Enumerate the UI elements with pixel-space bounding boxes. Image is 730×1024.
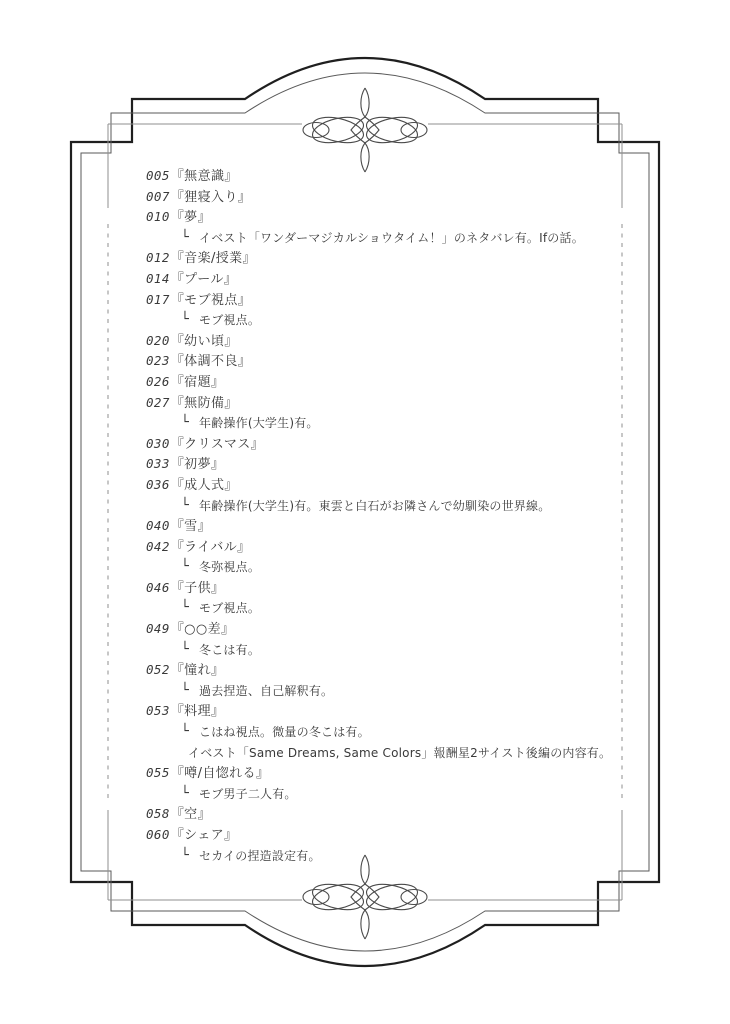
toc-entry xyxy=(146,578,651,599)
toc-entry-note xyxy=(146,413,651,434)
branch-corner-icon: └ xyxy=(181,559,190,575)
entry-title: 『モブ視点』 xyxy=(170,292,252,308)
entry-title: 『初夢』 xyxy=(170,457,225,473)
entry-title: 『無防備』 xyxy=(170,395,238,411)
note-text: 過去捏造、自己解釈有。 xyxy=(199,683,334,698)
toc-entry xyxy=(146,207,651,228)
entry-title: 『体調不良』 xyxy=(170,354,252,370)
entry-page-number: 055 xyxy=(146,765,170,781)
entry-page-number: 042 xyxy=(146,538,170,554)
toc-entry xyxy=(146,187,651,208)
toc-entry xyxy=(146,248,651,269)
entry-title: 『成人式』 xyxy=(170,477,238,493)
toc-entry xyxy=(146,475,651,496)
entry-page-number: 005 xyxy=(146,168,170,183)
toc-entry-note xyxy=(146,310,651,331)
note-text: セカイの捏造設定有。 xyxy=(199,848,321,863)
entry-title: 『料理』 xyxy=(170,704,225,720)
toc-entry xyxy=(146,454,651,475)
branch-corner-icon: └ xyxy=(181,641,190,657)
branch-corner-icon: └ xyxy=(181,415,190,431)
entry-page-number: 036 xyxy=(146,476,170,492)
entry-page-number: 020 xyxy=(146,332,170,348)
note-text: モブ視点。 xyxy=(199,313,261,328)
entry-page-number: 040 xyxy=(146,518,170,534)
toc-entry xyxy=(146,372,651,393)
toc-entry xyxy=(146,701,651,722)
branch-corner-icon: └ xyxy=(181,600,190,616)
entry-title: 『プール』 xyxy=(170,271,238,287)
toc-entry xyxy=(146,393,651,414)
toc-entry xyxy=(146,331,651,352)
branch-corner-icon: └ xyxy=(181,312,190,328)
flourish-ornament-bottom xyxy=(303,855,427,939)
entry-title: 『クリスマス』 xyxy=(170,436,265,452)
entry-page-number: 052 xyxy=(146,662,170,678)
toc-entry-note xyxy=(146,846,651,867)
entry-page-number: 014 xyxy=(146,270,170,286)
branch-corner-icon: └ xyxy=(181,229,190,245)
toc-entry xyxy=(146,804,651,825)
entry-page-number: 007 xyxy=(146,188,170,204)
note-text: イベスト「ワンダーマジカルショウタイム！」のネタバレ有。Ifの話。 xyxy=(199,230,584,245)
entry-title: 『宿題』 xyxy=(170,374,225,390)
toc-entry-note xyxy=(146,743,651,764)
branch-corner-icon: └ xyxy=(181,497,190,513)
toc-entry-note xyxy=(146,228,651,249)
toc-entry-note xyxy=(146,722,651,743)
branch-corner-icon: └ xyxy=(181,682,190,698)
note-text: 年齢操作(大学生)有。東雲と白石がお隣さんで幼馴染の世界線。 xyxy=(199,498,551,513)
entry-page-number: 010 xyxy=(146,209,170,225)
toc-entry-note xyxy=(146,557,651,578)
toc-entry xyxy=(146,434,651,455)
entry-title: 『憧れ』 xyxy=(170,663,225,679)
toc-entry-note xyxy=(146,496,651,517)
entry-page-number: 023 xyxy=(146,353,170,369)
toc-entry-note xyxy=(146,681,651,702)
toc-entry xyxy=(146,660,651,681)
entry-page-number: 027 xyxy=(146,394,170,410)
note-text: モブ男子二人有。 xyxy=(199,786,297,801)
toc-entry-note xyxy=(146,598,651,619)
branch-corner-icon: └ xyxy=(181,724,190,740)
entry-title: 『音楽/授業』 xyxy=(170,251,256,267)
entry-page-number: 017 xyxy=(146,291,170,307)
entry-page-number: 026 xyxy=(146,373,170,389)
toc-entry xyxy=(146,763,651,784)
branch-corner-icon: └ xyxy=(181,847,190,863)
table-of-contents xyxy=(146,166,651,866)
toc-entry xyxy=(146,619,651,640)
entry-page-number: 049 xyxy=(146,621,170,637)
entry-title: 『空』 xyxy=(170,807,211,823)
toc-entry xyxy=(146,825,651,846)
toc-entry-note xyxy=(146,640,651,661)
toc-entry xyxy=(146,290,651,311)
toc-entry xyxy=(146,269,651,290)
note-text: モブ視点。 xyxy=(199,601,261,616)
toc-entry xyxy=(146,516,651,537)
note-text: こはね視点。微量の冬こは有。 xyxy=(199,725,370,740)
note-text: 冬弥視点。 xyxy=(199,560,261,575)
entry-page-number: 033 xyxy=(146,456,170,472)
toc-entry xyxy=(146,166,651,187)
entry-page-number: 012 xyxy=(146,250,170,266)
entry-title: 『シェア』 xyxy=(170,828,238,843)
entry-title: 『無意識』 xyxy=(170,169,238,184)
entry-page-number: 060 xyxy=(146,827,170,842)
note-text: 冬こは有。 xyxy=(199,642,261,657)
entry-page-number: 058 xyxy=(146,806,170,822)
entry-title: 『幼い頃』 xyxy=(170,333,238,349)
entry-title: 『狸寝入り』 xyxy=(170,189,252,205)
entry-title: 『雪』 xyxy=(170,519,211,535)
entry-title: 『噂/自惚れる』 xyxy=(170,766,270,782)
entry-title: 『子供』 xyxy=(170,580,225,596)
entry-title: 『○○差』 xyxy=(170,622,235,638)
entry-page-number: 030 xyxy=(146,435,170,451)
toc-entry xyxy=(146,537,651,558)
note-text: 年齢操作(大学生)有。 xyxy=(199,416,319,431)
branch-corner-icon: └ xyxy=(181,785,190,801)
toc-entry-note xyxy=(146,784,651,805)
toc-entry xyxy=(146,351,651,372)
entry-page-number: 046 xyxy=(146,579,170,595)
entry-title: 『夢』 xyxy=(170,210,211,226)
note-text: イベスト「Same Dreams, Same Colors」報酬星2サイスト後編の内容有。 xyxy=(188,745,612,760)
flourish-ornament-top xyxy=(303,88,427,172)
entry-title: 『ライバル』 xyxy=(170,539,251,555)
entry-page-number: 053 xyxy=(146,703,170,719)
